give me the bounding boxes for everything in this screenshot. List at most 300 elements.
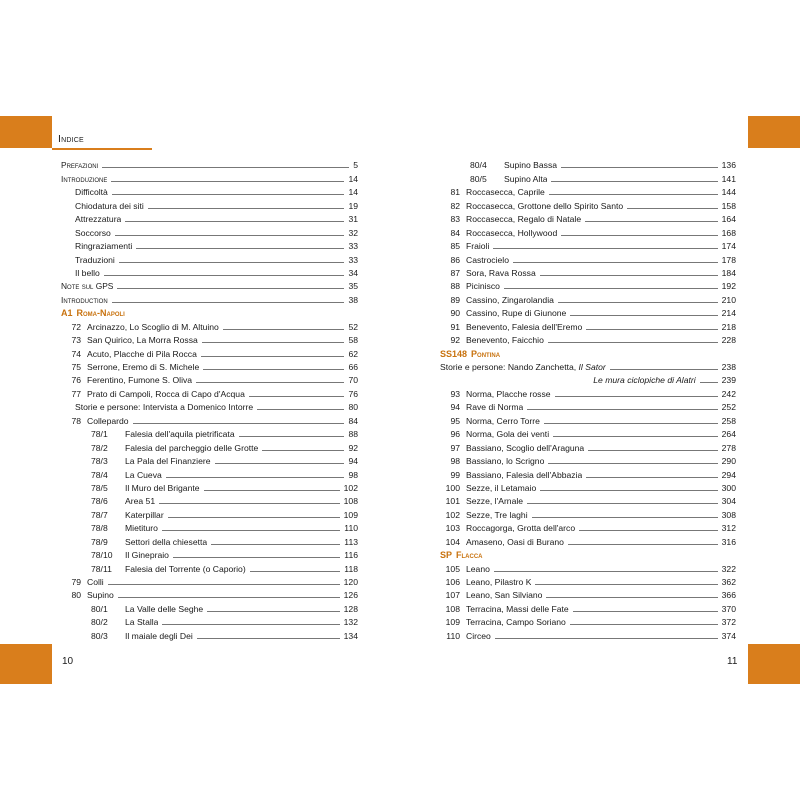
- entry-label: La Stalla: [125, 617, 159, 628]
- leader-dots: [493, 248, 717, 249]
- entry-page: 362: [721, 577, 736, 587]
- entry-label: La Valle delle Seghe: [125, 603, 204, 614]
- entry-label: Benevento, Falesia dell'Eremo: [466, 321, 583, 332]
- toc-entry: [61, 291, 358, 304]
- leader-dots: [201, 356, 345, 357]
- entry-number: 78/5: [91, 482, 108, 493]
- leader-dots: [588, 450, 717, 451]
- entry-label: Fraioli: [466, 241, 490, 252]
- entry-page: 116: [344, 550, 358, 561]
- left-page-number: 10: [62, 656, 74, 667]
- entry-number: 78/8: [91, 523, 108, 534]
- leader-dots: [168, 517, 340, 518]
- leader-dots: [162, 624, 339, 625]
- toc-entry: [61, 359, 358, 372]
- entry-page: 239: [721, 375, 736, 386]
- entry-page: 76: [348, 388, 358, 399]
- entry-number: 78/4: [91, 469, 108, 480]
- entry-number: 97: [450, 442, 460, 453]
- leader-dots: [551, 181, 717, 182]
- leader-dots: [513, 262, 718, 263]
- entry-page: 31: [348, 214, 358, 225]
- entry-label: Introduzione: [61, 173, 108, 184]
- entry-label: Rave di Norma: [466, 402, 524, 413]
- left-bottom-tab: [0, 644, 52, 684]
- entry-page: 308: [721, 509, 736, 520]
- entry-number: 86: [450, 254, 460, 265]
- entry-label: Bassiano, lo Scrigno: [466, 456, 545, 467]
- leader-dots: [585, 221, 718, 222]
- entry-number: 75: [71, 362, 81, 372]
- entry-number: 91: [450, 321, 460, 332]
- entry-number: 99: [450, 469, 460, 480]
- toc-entry: [440, 265, 736, 278]
- leader-dots: [173, 557, 340, 558]
- entry-number: 101: [445, 496, 460, 507]
- entry-label: Note sul GPS: [61, 281, 114, 292]
- toc-entry: [440, 224, 736, 237]
- entry-number: 96: [450, 429, 460, 440]
- leader-dots: [555, 396, 718, 397]
- entry-number: 80/3: [91, 630, 108, 641]
- toc-entry: [61, 600, 358, 613]
- entry-label: Bassiano, Falesia dell'Abbazia: [466, 469, 583, 480]
- toc-entry: [440, 560, 736, 573]
- toc-entry: [61, 520, 358, 533]
- leader-dots: [546, 597, 717, 598]
- toc-entry: [61, 493, 358, 506]
- leader-dots: [196, 382, 344, 383]
- entry-label: Roccasecca, Regalo di Natale: [466, 214, 582, 225]
- entry-page: 113: [344, 536, 358, 547]
- entry-page: 144: [721, 187, 736, 198]
- toc-left-column: [61, 157, 358, 641]
- leader-dots: [544, 423, 718, 424]
- entry-number: 78/6: [91, 496, 108, 507]
- entry-number: 80: [71, 590, 81, 601]
- toc-entry: [61, 614, 358, 627]
- toc-entry: [440, 372, 736, 385]
- entry-label: Sezze, l'Arnale: [466, 496, 524, 507]
- leader-dots: [117, 288, 344, 289]
- leader-dots: [115, 235, 345, 236]
- entry-number: 80/1: [91, 603, 108, 614]
- entry-label: [593, 375, 695, 385]
- section-heading: [440, 345, 736, 358]
- entry-label: Supino Alta: [504, 173, 548, 184]
- toc-entry: [61, 345, 358, 358]
- entry-number: 78/7: [91, 509, 108, 520]
- leader-dots: [125, 221, 344, 222]
- leader-dots: [570, 624, 718, 625]
- toc-right-column: [440, 157, 736, 641]
- entry-label: Introduction: [61, 294, 108, 305]
- entry-number: 79: [71, 577, 81, 587]
- entry-label: Katerpillar: [125, 509, 164, 520]
- entry-page: 14: [348, 187, 358, 198]
- toc-entry: [440, 466, 736, 479]
- toc-entry: [440, 251, 736, 264]
- entry-page: 80: [348, 402, 358, 413]
- entry-number: 76: [71, 375, 81, 386]
- toc-entry: [61, 453, 358, 466]
- toc-entry: [440, 399, 736, 412]
- entry-number: 78: [71, 415, 81, 426]
- entry-page: 5: [353, 160, 358, 171]
- entry-page: 304: [721, 496, 736, 507]
- leader-dots: [495, 638, 718, 639]
- toc-entry: [61, 238, 358, 251]
- leader-dots: [108, 584, 340, 585]
- entry-number: 104: [445, 536, 460, 547]
- entry-label: Norma, Gola dei venti: [466, 429, 550, 440]
- leader-dots: [203, 369, 344, 370]
- entry-number: 109: [445, 617, 460, 628]
- entry-label: Terracina, Campo Soriano: [466, 617, 566, 628]
- toc-entry: [440, 318, 736, 331]
- toc-entry: [61, 466, 358, 479]
- right-page-number: 11: [727, 656, 738, 667]
- leader-dots: [102, 167, 349, 168]
- entry-page: 108: [343, 496, 358, 507]
- leader-dots: [111, 181, 344, 182]
- toc-entry: [440, 480, 736, 493]
- section-code: A1: [61, 308, 73, 319]
- leader-dots: [610, 369, 718, 370]
- entry-page: 322: [721, 563, 736, 574]
- entry-page: 120: [343, 577, 358, 587]
- leader-dots: [257, 409, 344, 410]
- leader-dots: [118, 597, 340, 598]
- entry-number: 78/11: [91, 563, 112, 574]
- entry-page: 34: [348, 267, 358, 278]
- toc-entry: [440, 439, 736, 452]
- left-top-tab: [0, 116, 52, 148]
- entry-page: 94: [348, 456, 358, 467]
- entry-page: 14: [348, 173, 358, 184]
- entry-number: 83: [450, 214, 460, 225]
- entry-number: 102: [445, 509, 460, 520]
- entry-page: 290: [721, 456, 736, 467]
- entry-page: 128: [343, 603, 358, 614]
- entry-page: 374: [721, 630, 736, 641]
- leader-dots: [527, 409, 717, 410]
- entry-label: Sora, Rava Rossa: [466, 267, 536, 278]
- entry-number: 110: [446, 630, 460, 641]
- entry-number: 98: [450, 456, 460, 467]
- toc-entry: [61, 372, 358, 385]
- entry-page: 132: [343, 617, 358, 628]
- entry-page: 52: [348, 321, 358, 332]
- toc-entry: [61, 224, 358, 237]
- entry-label-italic: Le mura ciclopiche di Alatri: [593, 375, 696, 386]
- toc-entry: [440, 184, 736, 197]
- leader-dots: [207, 611, 339, 612]
- entry-page: 66: [348, 362, 358, 372]
- entry-label: Difficoltà: [75, 187, 108, 198]
- entry-label-italic: Il Sator: [578, 362, 606, 372]
- toc-entry: [440, 197, 736, 210]
- toc-entry: [61, 170, 358, 183]
- entry-number: 78/3: [91, 456, 108, 467]
- leader-dots: [700, 382, 718, 383]
- entry-label: Norma, Cerro Torre: [466, 415, 540, 426]
- toc-entry: [440, 305, 736, 318]
- entry-label: Castrocielo: [466, 254, 509, 265]
- entry-page: 134: [343, 630, 358, 641]
- entry-label: Leano, Pilastro K: [466, 577, 532, 587]
- leader-dots: [540, 490, 717, 491]
- toc-entry: [440, 627, 736, 640]
- toc-entry: [61, 547, 358, 560]
- entry-label: La Pala del Finanziere: [125, 456, 211, 467]
- toc-entry: [440, 359, 736, 372]
- toc-entry: [61, 318, 358, 331]
- entry-label: Colli: [87, 577, 104, 587]
- entry-number: 80/4: [470, 160, 487, 171]
- entry-page: 316: [721, 536, 736, 547]
- leader-dots: [568, 544, 718, 545]
- toc-entry: [61, 251, 358, 264]
- toc-entry: [440, 211, 736, 224]
- entry-label: Bassiano, Scoglio dell'Araguna: [466, 442, 585, 453]
- entry-label: Attrezzatura: [75, 214, 122, 225]
- toc-entry: [61, 399, 358, 412]
- entry-label: Leano, San Silviano: [466, 590, 543, 601]
- entry-label: Storie e persone: Nando Zanchetta, Il Sator: [440, 362, 606, 372]
- entry-number: 87: [450, 267, 460, 278]
- leader-dots: [535, 584, 717, 585]
- leader-dots: [586, 477, 717, 478]
- entry-label: Supino Bassa: [504, 160, 558, 171]
- toc-entry: [61, 412, 358, 425]
- entry-page: 38: [348, 294, 358, 305]
- entry-page: 184: [721, 267, 736, 278]
- toc-entry: [61, 157, 358, 170]
- toc-entry: [61, 426, 358, 439]
- entry-label: Serrone, Eremo di S. Michele: [87, 362, 200, 372]
- entry-number: 95: [450, 415, 460, 426]
- entry-page: 214: [721, 308, 736, 319]
- entry-page: 238: [721, 362, 736, 372]
- toc-entry: [61, 211, 358, 224]
- section-name: Pontina: [471, 348, 501, 359]
- toc-entry: [61, 627, 358, 640]
- entry-label: Soccorso: [75, 227, 111, 238]
- leader-dots: [558, 302, 718, 303]
- leader-dots: [249, 396, 345, 397]
- entry-page: 372: [721, 617, 736, 628]
- leader-dots: [627, 208, 717, 209]
- leader-dots: [579, 530, 718, 531]
- entry-page: 174: [721, 241, 736, 252]
- entry-number: 85: [450, 241, 460, 252]
- entry-label: Settori della chiesetta: [125, 536, 208, 547]
- toc-entry: [440, 506, 736, 519]
- entry-label: Norma, Placche rosse: [466, 388, 551, 399]
- leader-dots: [148, 208, 345, 209]
- leader-dots: [561, 235, 717, 236]
- leader-dots: [239, 436, 345, 437]
- leader-dots: [136, 248, 344, 249]
- toc-entry: [61, 480, 358, 493]
- entry-page: 258: [721, 415, 736, 426]
- leader-dots: [586, 329, 717, 330]
- toc-entry: [440, 493, 736, 506]
- entry-label: Ferentino, Fumone S. Oliva: [87, 375, 193, 386]
- toc-entry: [61, 574, 358, 587]
- leader-dots: [223, 329, 345, 330]
- leader-dots: [112, 302, 345, 303]
- toc-entry: [61, 332, 358, 345]
- toc-entry: [440, 278, 736, 291]
- toc-entry: [61, 506, 358, 519]
- toc-entry: [61, 439, 358, 452]
- entry-page: 370: [721, 603, 736, 614]
- entry-label: Benevento, Faicchio: [466, 335, 544, 346]
- entry-page: 98: [348, 469, 358, 480]
- entry-label: Area 51: [125, 496, 156, 507]
- entry-page: 228: [721, 335, 736, 346]
- toc-entry: [61, 560, 358, 573]
- entry-page: 33: [348, 254, 358, 265]
- entry-number: 72: [71, 321, 81, 332]
- leader-dots: [573, 611, 718, 612]
- leader-dots: [548, 342, 718, 343]
- entry-number: 74: [71, 348, 81, 359]
- entry-number: 106: [445, 577, 460, 587]
- toc-entry: [440, 332, 736, 345]
- entry-page: 92: [348, 442, 358, 453]
- page-title: Indice: [58, 133, 84, 145]
- entry-page: 35: [348, 281, 358, 292]
- entry-number: 80/2: [91, 617, 108, 628]
- entry-label: Prato di Campoli, Rocca di Capo d'Acqua: [87, 388, 245, 399]
- entry-number: 78/10: [91, 550, 113, 561]
- entry-number: 100: [445, 482, 460, 493]
- entry-page: 252: [721, 402, 736, 413]
- toc-entry: [61, 533, 358, 546]
- toc-entry: [440, 574, 736, 587]
- leader-dots: [527, 503, 718, 504]
- entry-number: 107: [445, 590, 460, 601]
- entry-page: 141: [721, 173, 736, 184]
- toc-entry: [440, 587, 736, 600]
- entry-number: 81: [450, 187, 460, 198]
- entry-label: Chiodatura dei siti: [75, 200, 144, 211]
- entry-label: Amaseno, Oasi di Burano: [466, 536, 564, 547]
- toc-entry: [440, 157, 736, 170]
- entry-page: 192: [721, 281, 736, 292]
- entry-page: 70: [348, 375, 358, 386]
- entry-number: 103: [445, 523, 460, 534]
- entry-label: Collepardo: [87, 415, 129, 426]
- leader-dots: [202, 342, 345, 343]
- leader-dots: [215, 463, 345, 464]
- leader-dots: [504, 288, 718, 289]
- leader-dots: [204, 490, 340, 491]
- entry-page: 109: [343, 509, 358, 520]
- toc-entry: [440, 614, 736, 627]
- entry-page: 278: [721, 442, 736, 453]
- entry-label: Sezze, Tre laghi: [466, 509, 528, 520]
- entry-label: Acuto, Placche di Pila Rocca: [87, 348, 197, 359]
- entry-label: Roccagorga, Grotta dell'arco: [466, 523, 576, 534]
- leader-dots: [112, 194, 345, 195]
- leader-dots: [540, 275, 718, 276]
- entry-number: 88: [450, 281, 460, 292]
- leader-dots: [104, 275, 345, 276]
- entry-page: 118: [344, 563, 358, 574]
- toc-entry: [61, 587, 358, 600]
- toc-entry: [61, 278, 358, 291]
- leader-dots: [197, 638, 340, 639]
- right-top-tab: [748, 116, 800, 148]
- entry-number: 90: [450, 308, 460, 319]
- entry-label: Picinisco: [466, 281, 500, 292]
- entry-label: Roccasecca, Hollywood: [466, 227, 558, 238]
- entry-label: Supino: [87, 590, 114, 601]
- entry-number: 77: [71, 388, 81, 399]
- entry-label: Cassino, Zingarolandia: [466, 294, 554, 305]
- entry-page: 242: [721, 388, 736, 399]
- entry-page: 218: [721, 321, 736, 332]
- leader-dots: [570, 315, 717, 316]
- entry-number: 84: [450, 227, 460, 238]
- entry-number: 80/5: [470, 173, 487, 184]
- toc-entry: [61, 197, 358, 210]
- toc-entry: [440, 426, 736, 439]
- entry-label: Arcinazzo, Lo Scoglio di M. Altuino: [87, 321, 219, 332]
- right-bottom-tab: [748, 644, 800, 684]
- section-code: SS148: [440, 348, 468, 359]
- toc-entry: [61, 385, 358, 398]
- entry-page: 136: [721, 160, 736, 171]
- entry-label: Roccasecca, Caprile: [466, 187, 545, 198]
- toc-entry: [440, 600, 736, 613]
- entry-label: Sezze, il Letamaio: [466, 482, 537, 493]
- toc-entry: [440, 520, 736, 533]
- entry-label: San Quirico, La Morra Rossa: [87, 335, 198, 346]
- section-code: SP: [440, 550, 453, 561]
- entry-label: Il maiale degli Dei: [125, 630, 193, 641]
- entry-label: Il Ginepraio: [125, 550, 169, 561]
- leader-dots: [211, 544, 340, 545]
- entry-number: 93: [450, 388, 460, 399]
- leader-dots: [159, 503, 340, 504]
- entry-page: 366: [721, 590, 736, 601]
- entry-label: Traduzioni: [75, 254, 115, 265]
- entry-page: 58: [348, 335, 358, 346]
- leader-dots: [133, 423, 345, 424]
- toc-entry: [440, 291, 736, 304]
- entry-page: 312: [721, 523, 736, 534]
- leader-dots: [561, 167, 718, 168]
- entry-page: 102: [343, 482, 358, 493]
- title-underline: [52, 148, 152, 150]
- entry-label: Ringraziamenti: [75, 241, 133, 252]
- entry-label: Circeo: [466, 630, 491, 641]
- entry-label: La Cueva: [125, 469, 162, 480]
- leader-dots: [532, 517, 718, 518]
- section-name: Flacca: [456, 550, 483, 561]
- entry-number: 108: [445, 603, 460, 614]
- toc-entry: [61, 184, 358, 197]
- entry-number: 89: [450, 294, 460, 305]
- entry-label: Cassino, Rupe di Giunone: [466, 308, 567, 319]
- entry-label: Falesia dell'aquila pietrificata: [125, 429, 235, 440]
- entry-page: 84: [348, 415, 358, 426]
